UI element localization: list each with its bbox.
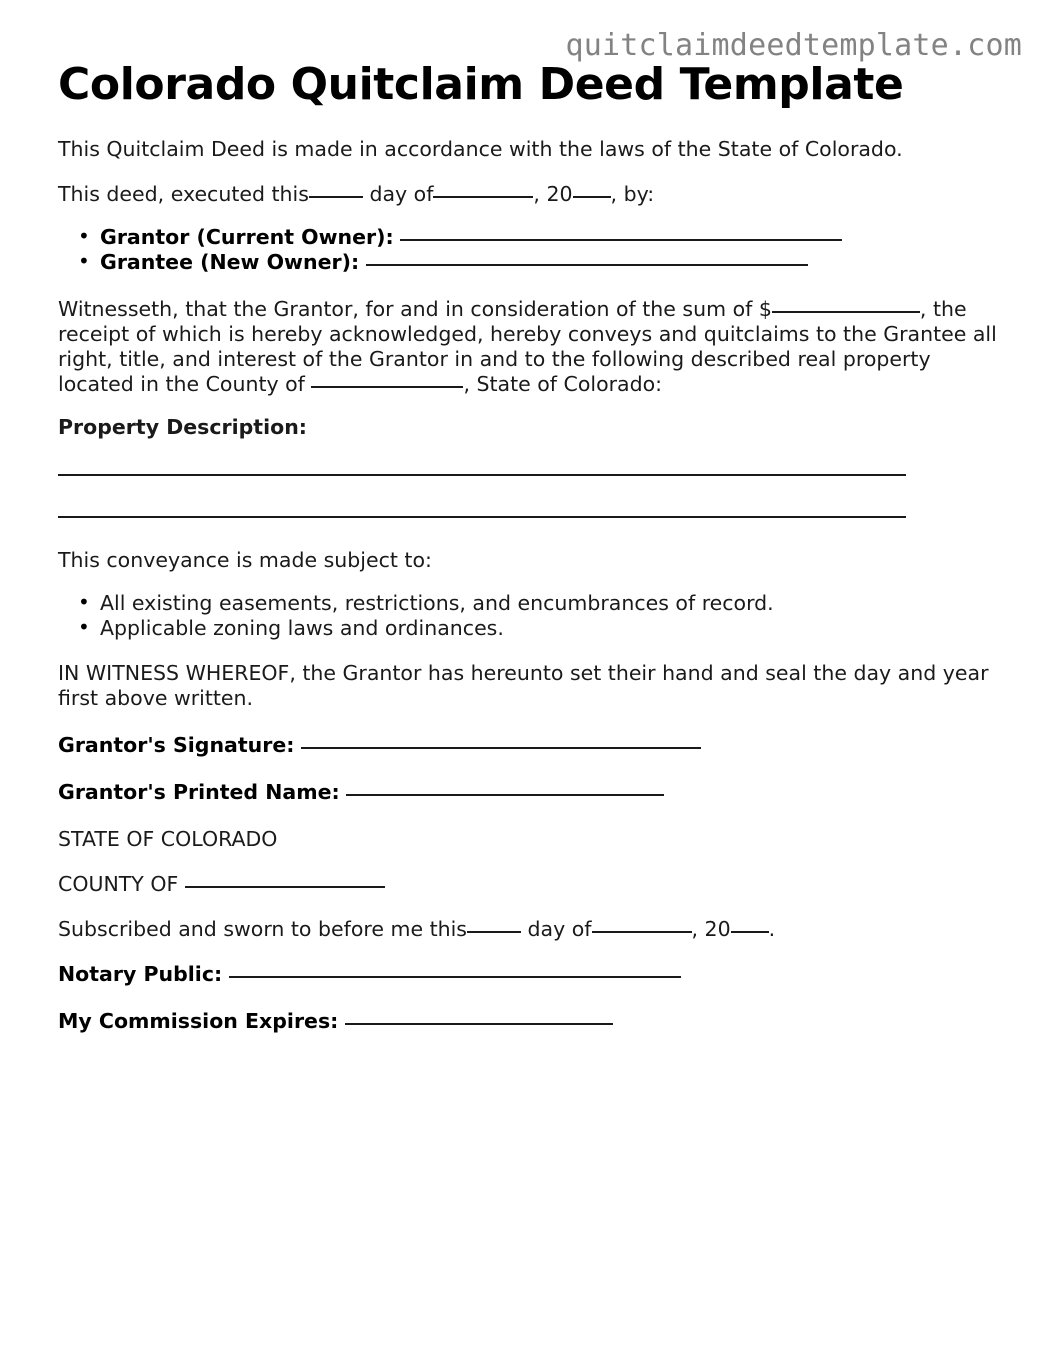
grantor-name-blank[interactable] bbox=[400, 225, 842, 241]
list-item: • Applicable zoning laws and ordinances. bbox=[100, 616, 1006, 641]
grantor-signature-row bbox=[58, 733, 1006, 758]
execution-comma-20: , 20 bbox=[533, 182, 573, 206]
grantor-label: Grantor (Current Owner): bbox=[100, 225, 394, 249]
witnesseth-text-a: Witnesseth, that the Grantor, for and in consideration of the sum of $ bbox=[58, 297, 772, 321]
county-of-blank[interactable] bbox=[185, 872, 385, 888]
commission-expires-blank[interactable] bbox=[345, 1009, 613, 1025]
execution-day-blank[interactable] bbox=[309, 182, 363, 198]
sworn-suffix: . bbox=[768, 917, 776, 941]
intro-paragraph: This Quitclaim Deed is made in accordance with the laws of the State of Colorado. bbox=[58, 137, 903, 161]
sworn-day-word: day of bbox=[527, 917, 592, 941]
notary-public-row bbox=[58, 962, 1006, 987]
sworn-comma-20: , 20 bbox=[691, 917, 731, 941]
list-item: • All existing easements, restrictions, and encumbrances of record. bbox=[100, 591, 1006, 616]
grantor-signature-label: Grantor's Signature: bbox=[58, 733, 295, 757]
execution-day-word: day of bbox=[369, 182, 434, 206]
document-body bbox=[48, 107, 1006, 1034]
grantee-name-blank[interactable] bbox=[366, 250, 808, 266]
list-item-grantee bbox=[100, 250, 1006, 275]
page-title: Colorado Quitclaim Deed Template bbox=[58, 59, 904, 110]
witnesseth-text-c: , State of Colorado: bbox=[463, 372, 663, 396]
execution-suffix: , by: bbox=[610, 182, 655, 206]
commission-expires-row bbox=[58, 1009, 1006, 1034]
sworn-month-blank[interactable] bbox=[592, 917, 692, 933]
list-item-grantor bbox=[100, 225, 1006, 250]
parties-list bbox=[58, 225, 1006, 275]
execution-paragraph bbox=[58, 182, 1006, 207]
conveyance-list bbox=[58, 591, 1006, 641]
sworn-prefix: Subscribed and sworn to before me this bbox=[58, 917, 467, 941]
grantor-printed-name-blank[interactable] bbox=[346, 780, 664, 796]
site-watermark: quitclaimdeedtemplate.com bbox=[565, 28, 1022, 63]
execution-prefix: This deed, executed this bbox=[58, 182, 309, 206]
witness-whereof-paragraph: IN WITNESS WHEREOF, the Grantor has hereunto set their hand and seal the day and year first above written. bbox=[58, 661, 989, 710]
execution-year-blank[interactable] bbox=[573, 182, 611, 198]
execution-month-blank[interactable] bbox=[433, 182, 533, 198]
sworn-statement-row bbox=[58, 917, 1006, 942]
county-of-label: COUNTY OF bbox=[58, 872, 179, 896]
sworn-day-blank[interactable] bbox=[467, 917, 521, 933]
notary-public-blank[interactable] bbox=[229, 962, 681, 978]
grantee-label: Grantee (New Owner): bbox=[100, 250, 360, 274]
grantor-printed-name-label: Grantor's Printed Name: bbox=[58, 780, 340, 804]
property-county-blank[interactable] bbox=[311, 372, 463, 388]
state-of-colorado-line: STATE OF COLORADO bbox=[58, 827, 278, 851]
notary-public-label: Notary Public: bbox=[58, 962, 223, 986]
sworn-year-blank[interactable] bbox=[731, 917, 769, 933]
witnesseth-text-b: , the receipt of which is hereby acknowledged, hereby conveys and quitclaims to the Grantee all right, title, and interest of the Grantor in and to the following described real property located in the County of bbox=[58, 297, 997, 396]
commission-expires-label: My Commission Expires: bbox=[58, 1009, 339, 1033]
grantor-signature-blank[interactable] bbox=[301, 733, 701, 749]
grantor-printed-name-row bbox=[58, 780, 1006, 805]
consideration-amount-blank[interactable] bbox=[772, 297, 920, 313]
property-description-heading: Property Description: bbox=[58, 415, 307, 439]
county-of-row bbox=[58, 872, 1006, 897]
witnesseth-paragraph bbox=[58, 297, 1006, 397]
conveyance-intro: This conveyance is made subject to: bbox=[58, 548, 432, 572]
